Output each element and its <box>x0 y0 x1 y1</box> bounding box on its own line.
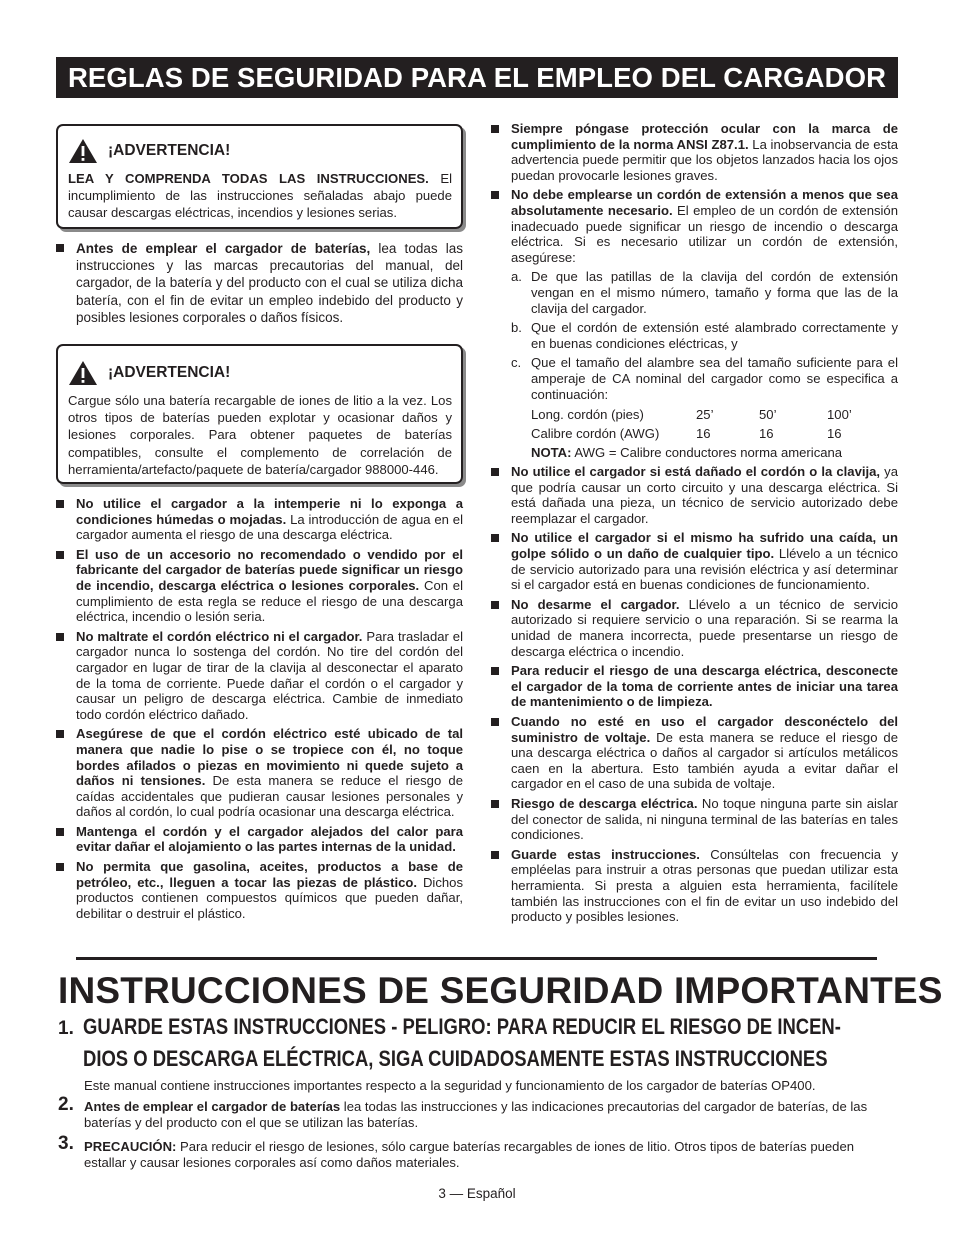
list-item: No utilice el cargador si el mismo ha sufrido una caída, un golpe sólido o un daño de cualquier tipo. Llévelo a un técnico de servicio autorizado para una revisión eléctrica y así determinar si el cargador está en buenas condiciones de funcionamiento. <box>491 530 898 592</box>
left-intro-list <box>56 240 463 326</box>
right-bullet-list-b <box>491 464 898 925</box>
list-item: Mantenga el cordón y el cargador alejados del calor para evitar dañar el alojamiento o las partes internas de la unidad. <box>56 824 463 855</box>
list-item: No utilice el cargador si está dañado el cordón o la clavija, ya que podría causar un corto circuito y una descarga eléctrica. Si está dañada una pieza, un técnico de servicio autorizado debe reemplazar el cargador. <box>491 464 898 526</box>
bullet-square-icon <box>56 633 64 641</box>
list-item: El uso de un accesorio no recomendado o vendido por el fabricante del cargador de baterías puede significar un riesgo de incendio, descarga eléctrica o lesiones corporales. Con el cumplimiento de esta regla se reduce el riesgo de una descarga eléctrica, incendio o lesión seria. <box>56 547 463 625</box>
list-item: Para reducir el riesgo de una descarga eléctrica, desconecte el cargador de la toma de corriente antes de iniciar una tarea de mantenimiento o de limpieza. <box>491 663 898 710</box>
bullet-square-icon <box>491 851 499 859</box>
item-number-3: 3. <box>58 1133 74 1154</box>
bullet-square-icon <box>56 730 64 738</box>
warning-header <box>68 138 452 164</box>
item-2-text: Antes de emplear el cargador de baterías lea todas las instrucciones y las indicaciones precautorias del cargador de baterías, de las baterías y del producto con el que se utilizan las baterías. <box>84 1099 868 1130</box>
right-bullet-list-a <box>491 121 898 265</box>
list-item: Guarde estas instrucciones. Consúltelas con frecuencia y empléelas para instruir a otras personas que puedan utilizar esta herramienta. Si presta a alguien esta herramienta, facilítele también las instrucciones con el fin de evitar un uso indebido del producto y posibles lesiones. <box>491 847 898 925</box>
list-item: No maltrate el cordón eléctrico ni el cargador. Para trasladar el cargador nunca lo sostenga del cordón. No tire del cordón del cargador en lugar de tirar de la clavija al desconectar el aparato de la toma de corriente. Puede dañar el cordón o el cargador y causar un peligro de descarga eléctrica. Cambie de inmediato todo cordón eléctrico dañado. <box>56 629 463 723</box>
bullet-square-icon <box>491 125 499 133</box>
section-title: INSTRUCCIONES DE SEGURIDAD IMPORTANTES <box>58 970 943 1011</box>
section-banner: REGLAS DE SEGURIDAD PARA EL EMPLEO DEL CARGADOR <box>56 57 898 98</box>
list-item: Asegúrese de que el cordón eléctrico esté ubicado de tal manera que nadie lo pise o se tropiece con él, no toque bordes afilados o piezas en movimiento ni quede sujeto a daños ni tensiones. De esta manera se reduce el riesgo de caídas accidentales que pudieran causar lesiones personales y daños al cordón, lo cual podría ocasionar una descarga eléctrica. <box>56 726 463 820</box>
warning-text: LEA Y COMPRENDA TODAS LAS INSTRUCCIONES. El incumplimiento de las instrucciones señaladas abajo puede causar descargas eléctricas, incendios y lesiones serias. <box>68 171 452 220</box>
list-item: No debe emplearse un cordón de extensión a menos que sea absolutamente necesario. El empleo de un cordón de extensión inadecuado puede significar un riesgo de incendio o descarga eléctrica. Si es necesario utilizar un cordón de extensión, asegúrese: <box>491 187 898 265</box>
bullet-square-icon <box>491 667 499 675</box>
list-item: Riesgo de descarga eléctrica. No toque ninguna parte sin aislar del conector de salida, ni ninguna terminal de las baterías en tales condiciones. <box>491 796 898 843</box>
table-row: Long. cordón (pies) 25’ 50’ 100’ <box>531 407 852 423</box>
bullet-square-icon <box>491 800 499 808</box>
sub-item: a. De que las patillas de la clavija del cordón de extensión vengan en el mismo número, tamaño y forma que las de la clavija del cargador. <box>511 269 898 316</box>
warning-title: ¡ADVERTENCIA! <box>108 364 231 382</box>
bullet-square-icon <box>491 468 499 476</box>
item-number-1: 1. <box>58 1018 74 1039</box>
bullet-square-icon <box>491 718 499 726</box>
sub-item: c. Que el tamaño del alambre sea del tamaño suficiente para el amperaje de CA nominal del cargador como se especifica a continuación: <box>511 355 898 402</box>
warning-text: Cargue sólo una batería recargable de iones de litio a la vez. Los otros tipos de baterías pueden explotar y ocasionar daños y lesiones corporales. Para obtener paquetes de baterías compatibles, consulte el complemento de correlación de herramienta/artefacto/paquete de batería/cargador 988000-446. <box>68 393 452 477</box>
sub-item: b. Que el cordón de extensión esté alambrado correctamente y en buenas condiciones eléctricas, y <box>511 320 898 351</box>
table-row: Calibre cordón (AWG) 16 16 16 <box>531 426 842 442</box>
warning-title: ¡ADVERTENCIA! <box>108 142 231 160</box>
bullet-square-icon <box>491 191 499 199</box>
warning-triangle-icon <box>68 360 98 386</box>
bullet-square-icon <box>56 500 64 508</box>
bullet-square-icon <box>491 534 499 542</box>
list-item: Siempre póngase protección ocular con la marca de cumplimiento de la norma ANSI Z87.1. La inobservancia de esta advertencia puede permitir que los objetos lanzados hacia los ojos puedan provocarle lesiones graves. <box>491 121 898 183</box>
table-note: NOTA: AWG = Calibre conductores norma americana <box>531 445 843 461</box>
bullet-square-icon <box>56 551 64 559</box>
cord-table <box>511 405 898 462</box>
bullet-square-icon <box>56 863 64 871</box>
warning-box-1 <box>56 124 463 229</box>
list-item: No utilice el cargador a la intemperie ni lo exponga a condiciones húmedas o mojadas. La introducción de agua en el cargador aumenta el riesgo de una descarga eléctrica. <box>56 496 463 543</box>
item-3-text: PRECAUCIÓN: Para reducir el riesgo de lesiones, sólo cargue baterías recargables de iones de litio. Otros tipos de baterías pueden estallar y causar lesiones corporales así como daños materiales. <box>84 1139 855 1170</box>
list-item: Cuando no esté en uso el cargador desconéctelo del suministro de voltaje. De esta manera se reduce el riesgo de una descarga eléctrica o daños al cargador si artículos metálicos caen en la abertura. Esto también ayuda a evitar dañar el cargador en el caso de una subida de voltaje. <box>491 714 898 792</box>
list-item: Antes de emplear el cargador de baterías, lea todas las instrucciones y las marcas precautorias del manual, del cargador, de la batería y del producto con el cual se utiliza dicha batería, con el fin de evitar un empleo indebido del producto y posibles lesiones corporales o daños físicos. <box>56 240 463 326</box>
warning-header <box>68 360 452 386</box>
item-1-heading-line-1: GUARDE ESTAS INSTRUCCIONES - PELIGRO: PARA REDUCIR EL RIESGO DE INCEN- <box>83 1014 841 1039</box>
item-1-heading-line-2: DIOS O DESCARGA ELÉCTRICA, SIGA CUIDADOSAMENTE ESTAS INSTRUCCIONES <box>83 1046 828 1071</box>
warning-triangle-icon <box>68 138 98 164</box>
list-item: No desarme el cargador. Llévelo a un técnico de servicio autorizado si requiere servicio o una reparación. Si se rearma la unidad de manera incorrecta, puede presentarse un riesgo de descarga eléctrica o incendio. <box>491 597 898 659</box>
item-1-text: Este manual contiene instrucciones importantes respecto a la seguridad y funcionamiento de los cargador de baterías OP400. <box>84 1078 816 1093</box>
left-bullet-list <box>56 496 463 921</box>
item-number-2: 2. <box>58 1094 74 1115</box>
section-divider <box>76 957 877 960</box>
extension-cord-sublist <box>491 269 898 462</box>
bullet-square-icon <box>56 244 64 252</box>
right-column <box>491 121 898 925</box>
bullet-square-icon <box>491 601 499 609</box>
warning-box-2 <box>56 344 463 484</box>
list-item: No permita que gasolina, aceites, productos a base de petróleo, etc., lleguen a tocar las piezas de plástico. Dichos productos contienen compuestos químicos que pueden dañar, debilitar o destruir el plástico. <box>56 859 463 921</box>
page-footer: 3 — Español <box>438 1186 516 1201</box>
bullet-square-icon <box>56 828 64 836</box>
